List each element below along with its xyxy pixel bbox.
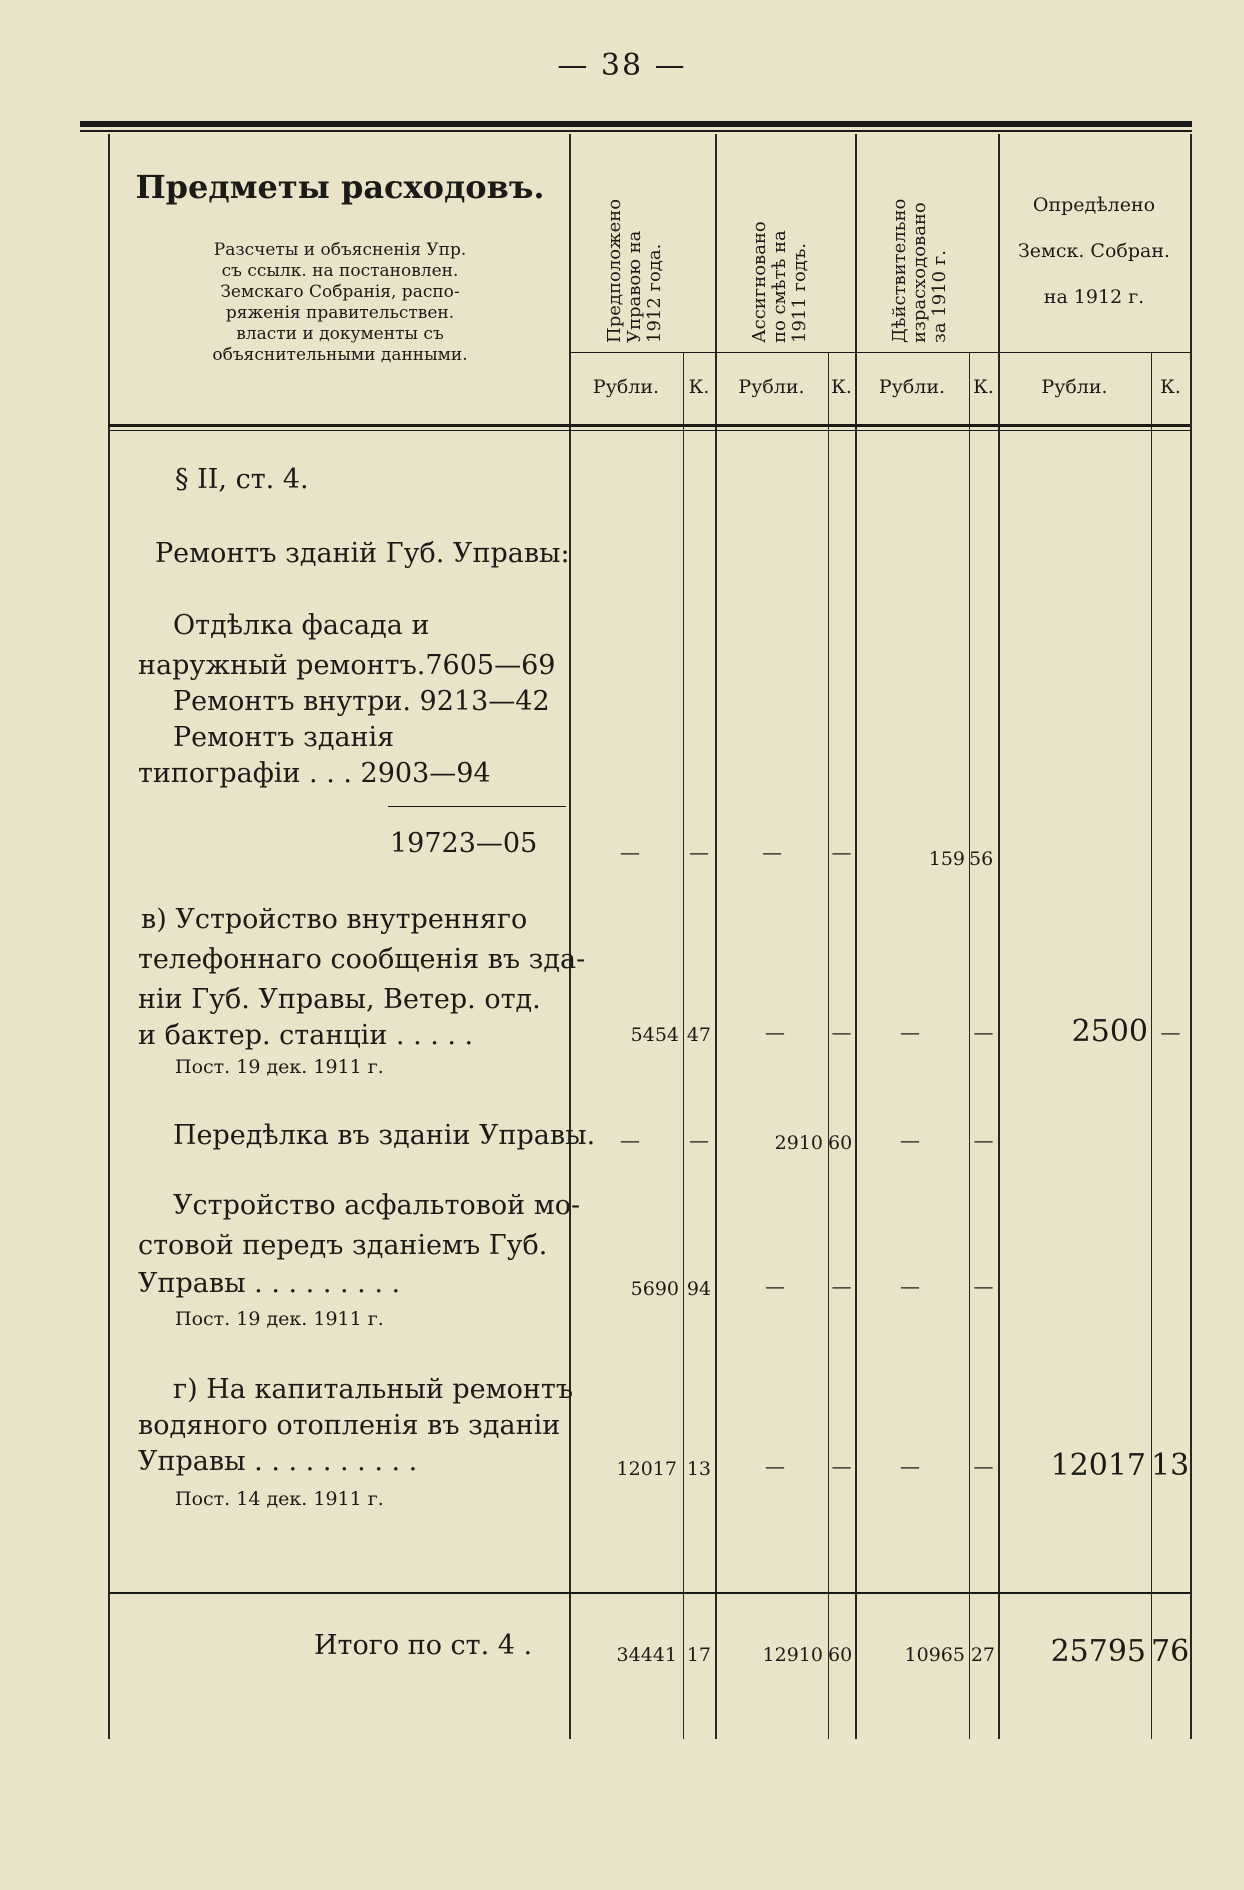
dash: — <box>831 840 852 864</box>
unit-kop-1: К. <box>688 376 710 398</box>
unit-rule <box>569 352 1190 353</box>
dash: — <box>831 1454 852 1478</box>
rebuild-line: Передѣлка въ зданіи Управы. <box>173 1120 596 1151</box>
expenses-title: Предметы расходовъ. <box>135 168 545 206</box>
heating-line: Управы . . . . . . . . . . <box>138 1446 418 1477</box>
heating-proposed-kop: 13 <box>686 1458 711 1480</box>
col-line-k4 <box>1151 352 1152 1739</box>
heating-line: водяного отопленія въ зданіи <box>138 1410 561 1441</box>
dash: — <box>620 1128 640 1152</box>
telephone-line: и бактер. станціи . . . . . <box>138 1020 474 1051</box>
dash: — <box>831 1274 852 1298</box>
dash: — <box>765 1274 785 1298</box>
telephone-determined-kop: — <box>1160 1020 1181 1044</box>
top-rule-thin <box>80 130 1192 132</box>
dash: — <box>900 1128 920 1152</box>
unit-rub-1: Рубли. <box>592 376 660 398</box>
total-determined-rub: 25795 <box>1050 1634 1146 1669</box>
repair-line: Отдѣлка фасада и <box>173 610 430 641</box>
dash: — <box>620 840 640 864</box>
repair-line: типографіи . . . 2903—94 <box>138 758 491 789</box>
total-label: Итого по ст. 4 . <box>314 1630 533 1661</box>
header-note-line: власти и документы съ <box>236 324 444 344</box>
header-bottom-rule-2 <box>108 430 1190 431</box>
dash: — <box>900 1274 920 1298</box>
rebuild-assigned-kop: 60 <box>828 1132 853 1154</box>
page-number: — 38 — <box>557 48 687 83</box>
telephone-line: ніи Губ. Управы, Ветер. отд. <box>138 984 541 1015</box>
repair-line: Ремонтъ внутри. 9213—42 <box>173 686 550 717</box>
header-note-line: ряженія правительствен. <box>225 303 455 323</box>
col-line-left <box>108 134 110 1739</box>
total-spent-kop: 27 <box>970 1644 995 1666</box>
col-line-k2 <box>828 352 829 1739</box>
telephone-post: Пост. 19 дек. 1911 г. <box>175 1056 384 1078</box>
total-assigned-kop: 60 <box>828 1644 853 1666</box>
header-note-line: объяснительными данными. <box>212 345 468 365</box>
header-note <box>110 240 570 366</box>
heating-post: Пост. 14 дек. 1911 г. <box>175 1488 384 1510</box>
top-rule <box>80 121 1192 127</box>
col-line-3 <box>855 134 857 1739</box>
heating-determined-rub: 12017 <box>1050 1448 1146 1483</box>
dash: — <box>973 1454 994 1478</box>
repair-line: Ремонтъ зданія <box>173 722 395 753</box>
total-determined-kop: 76 <box>1151 1634 1190 1669</box>
asphalt-proposed-rub: 5690 <box>630 1278 679 1300</box>
unit-kop-3: К. <box>973 376 994 398</box>
repair-total: 19723—05 <box>390 828 538 859</box>
asphalt-post: Пост. 19 дек. 1911 г. <box>175 1308 384 1330</box>
total-proposed-kop: 17 <box>686 1644 711 1666</box>
determined-header: Опредѣлено Земск. Собран. на 1912 г. <box>1017 194 1171 308</box>
dash: — <box>900 1020 920 1044</box>
header-note-line: Земскаго Собранія, распо- <box>220 282 460 302</box>
repair-sum-rule <box>388 806 566 807</box>
dash: — <box>831 1020 852 1044</box>
section-label: § II, ст. 4. <box>175 464 309 495</box>
total-assigned-rub: 12910 <box>762 1644 823 1666</box>
spent-header: Дѣйствительно израсходовано за 1910 г. <box>889 198 950 343</box>
total-rule <box>108 1592 1190 1594</box>
col-line-4 <box>998 134 1000 1739</box>
telephone-determined-rub: 2500 <box>1071 1014 1148 1049</box>
dash: — <box>765 1020 785 1044</box>
unit-kop-4: К. <box>1160 376 1181 398</box>
total-spent-rub: 10965 <box>904 1644 965 1666</box>
col-line-k3 <box>969 352 970 1739</box>
dash: — <box>689 840 709 864</box>
telephone-line: телефоннаго сообщенія въ зда- <box>138 944 586 975</box>
dash: — <box>900 1454 920 1478</box>
unit-rub-3: Рубли. <box>878 376 946 398</box>
col-line-1 <box>569 134 571 1739</box>
asphalt-proposed-kop: 94 <box>686 1278 711 1300</box>
telephone-proposed-rub: 5454 <box>630 1024 679 1046</box>
total-proposed-rub: 34441 <box>616 1644 677 1666</box>
rebuild-assigned-rub: 2910 <box>774 1132 823 1154</box>
heating-line: г) На капитальный ремонтъ <box>173 1374 574 1405</box>
col-line-right <box>1190 134 1192 1739</box>
telephone-line: в) Устройство внутренняго <box>141 904 528 935</box>
header-note-line: съ ссылк. на постановлен. <box>221 261 459 281</box>
unit-kop-2: К. <box>831 376 852 398</box>
dash: — <box>765 1454 785 1478</box>
header-bottom-rule <box>108 424 1190 427</box>
header-note-line: Разсчеты и объясненія Упр. <box>213 240 467 260</box>
col-line-2 <box>715 134 717 1739</box>
dash: — <box>973 1128 994 1152</box>
repair-spent-rub: 159 <box>928 848 965 870</box>
heating-determined-kop: 13 <box>1151 1448 1190 1483</box>
repair-line: наружный ремонтъ.7605—69 <box>138 650 556 681</box>
assigned-header: Ассигновано по смѣтѣ на 1911 годъ. <box>749 221 810 343</box>
telephone-proposed-kop: 47 <box>686 1024 711 1046</box>
asphalt-line: Управы . . . . . . . . . <box>138 1268 401 1299</box>
dash: — <box>689 1128 709 1152</box>
proposed-header: Предположено Управою на 1912 года. <box>604 198 665 343</box>
asphalt-line: Устройство асфальтовой мо- <box>173 1190 581 1221</box>
unit-rub-2: Рубли. <box>738 376 805 398</box>
unit-rub-4: Рубли. <box>1041 376 1108 398</box>
dash: — <box>973 1020 994 1044</box>
dash: — <box>973 1274 994 1298</box>
repair-spent-kop: 56 <box>969 848 994 870</box>
heating-proposed-rub: 12017 <box>616 1458 677 1480</box>
repair-heading: Ремонтъ зданій Губ. Управы: <box>155 538 570 569</box>
dash: — <box>762 840 782 864</box>
asphalt-line: стовой передъ зданіемъ Губ. <box>138 1230 548 1261</box>
